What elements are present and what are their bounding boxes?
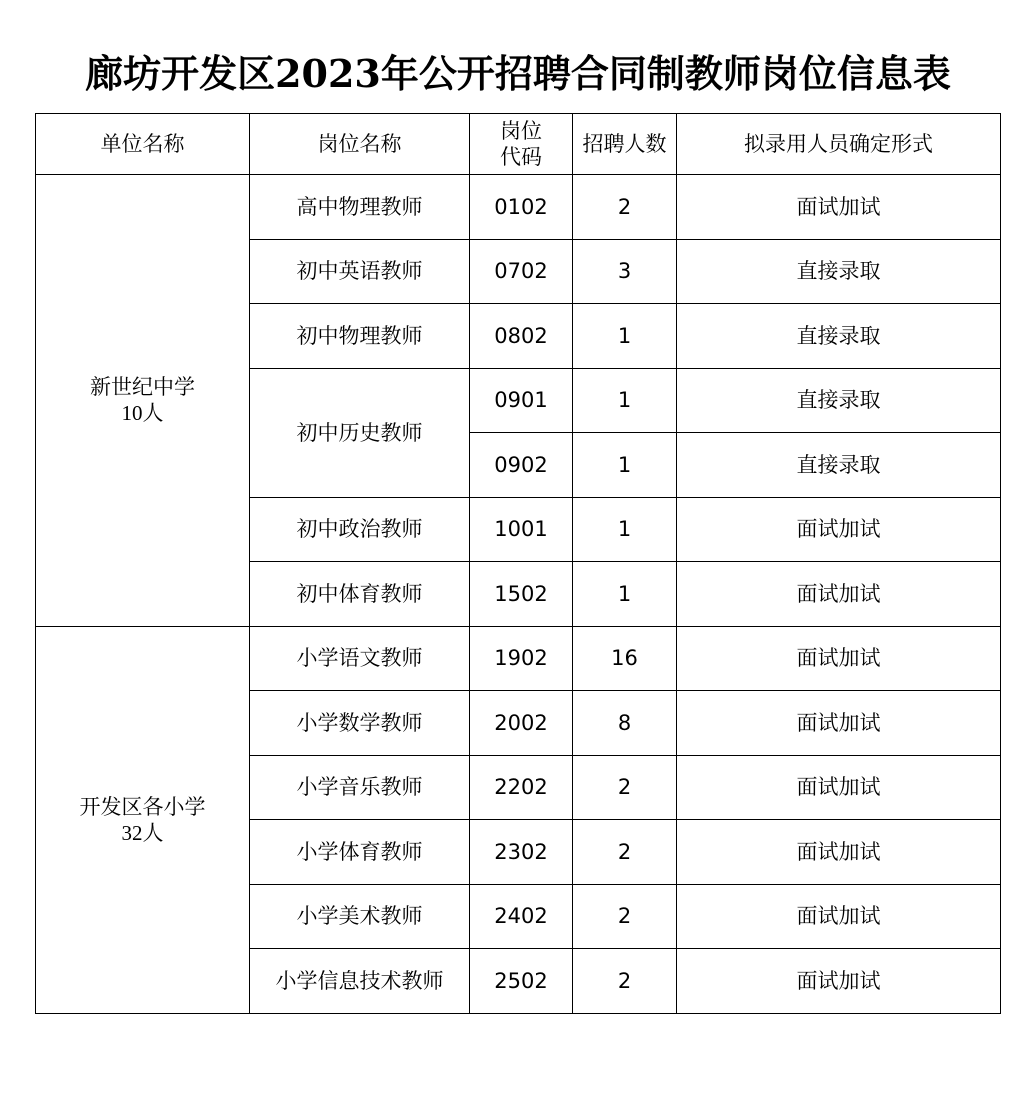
table-row [36, 626, 1001, 691]
position-code-cell: 0901 [470, 368, 573, 433]
hiring-method-cell: 面试加试 [677, 820, 1001, 885]
table-header-row [36, 114, 1001, 175]
recruit-count-cell: 1 [573, 562, 677, 627]
position-name-cell: 小学数学教师 [250, 691, 470, 756]
position-name-cell: 小学信息技术教师 [250, 949, 470, 1014]
header-code [470, 114, 573, 175]
recruit-count-cell: 1 [573, 497, 677, 562]
unit-total: 10人 [121, 401, 164, 426]
position-name-cell: 初中物理教师 [250, 304, 470, 369]
position-code-cell: 2402 [470, 884, 573, 949]
position-code-cell: 2502 [470, 949, 573, 1014]
unit-cell [36, 175, 250, 627]
hiring-method-cell: 直接录取 [677, 368, 1001, 433]
position-name-cell: 初中政治教师 [250, 497, 470, 562]
position-name-cell: 小学美术教师 [250, 884, 470, 949]
position-code-cell: 2002 [470, 691, 573, 756]
page-title: 廊坊开发区2023年公开招聘合同制教师岗位信息表 [85, 51, 951, 96]
position-name-cell: 初中英语教师 [250, 239, 470, 304]
position-code-cell: 1502 [470, 562, 573, 627]
recruit-count-cell: 1 [573, 433, 677, 498]
hiring-method-cell: 直接录取 [677, 433, 1001, 498]
recruit-count-cell: 1 [573, 304, 677, 369]
hiring-method-cell: 面试加试 [677, 755, 1001, 820]
unit-cell [36, 626, 250, 1013]
hiring-method-cell: 面试加试 [677, 175, 1001, 240]
header-position: 岗位名称 [250, 114, 470, 175]
recruit-count-cell: 3 [573, 239, 677, 304]
position-code-cell: 0102 [470, 175, 573, 240]
header-code-line1: 岗位 [500, 119, 542, 143]
position-name-cell: 小学音乐教师 [250, 755, 470, 820]
header-method: 拟录用人员确定形式 [677, 114, 1001, 175]
hiring-method-cell: 面试加试 [677, 949, 1001, 1014]
position-name-cell: 小学语文教师 [250, 626, 470, 691]
positions-table [35, 113, 1001, 1014]
position-name-cell: 小学体育教师 [250, 820, 470, 885]
recruit-count-cell: 2 [573, 820, 677, 885]
position-code-cell: 0702 [470, 239, 573, 304]
unit-total: 32人 [121, 820, 164, 845]
table-body [36, 175, 1001, 1014]
hiring-method-cell: 直接录取 [677, 239, 1001, 304]
hiring-method-cell: 面试加试 [677, 497, 1001, 562]
recruit-count-cell: 16 [573, 626, 677, 691]
hiring-method-cell: 面试加试 [677, 562, 1001, 627]
position-code-cell: 1902 [470, 626, 573, 691]
position-code-cell: 0902 [470, 433, 573, 498]
hiring-method-cell: 面试加试 [677, 884, 1001, 949]
hiring-method-cell: 面试加试 [677, 626, 1001, 691]
position-code-cell: 2302 [470, 820, 573, 885]
recruit-count-cell: 2 [573, 884, 677, 949]
hiring-method-cell: 面试加试 [677, 691, 1001, 756]
header-code-line2: 代码 [500, 145, 542, 169]
header-count: 招聘人数 [573, 114, 677, 175]
position-code-cell: 2202 [470, 755, 573, 820]
header-unit: 单位名称 [36, 114, 250, 175]
hiring-method-cell: 直接录取 [677, 304, 1001, 369]
position-code-cell: 0802 [470, 304, 573, 369]
recruit-count-cell: 2 [573, 949, 677, 1014]
recruit-count-cell: 1 [573, 368, 677, 433]
recruit-count-cell: 2 [573, 175, 677, 240]
position-name-cell: 初中体育教师 [250, 562, 470, 627]
recruit-count-cell: 8 [573, 691, 677, 756]
recruit-count-cell: 2 [573, 755, 677, 820]
position-code-cell: 1001 [470, 497, 573, 562]
position-name-cell: 初中历史教师 [250, 368, 470, 497]
unit-name: 开发区各小学 [79, 794, 206, 819]
position-name-cell: 高中物理教师 [250, 175, 470, 240]
unit-name: 新世纪中学 [90, 375, 195, 400]
table-row [36, 175, 1001, 240]
